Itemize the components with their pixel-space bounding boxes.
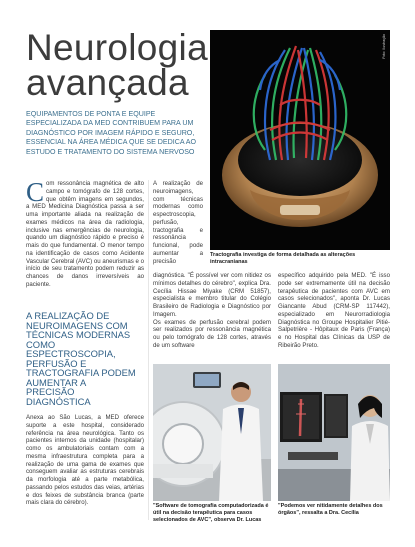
column-1-text (26, 177, 144, 289)
title-line-1: Neurologia (26, 27, 208, 68)
workstation-illustration (278, 364, 390, 501)
ct-scanner-illustration (153, 364, 271, 501)
section-heading: A REALIZAÇÃO DE NEUROIMAGENS COM TÉCNICAS MODERNAS COMO ESPECTROSCOPIA, PERFUSÃO E TRACTOGRAFIA PODEM AUMENTAR A PRECISÃO DIAGNÓSTICA (26, 310, 136, 407)
column-2-text-a: A realização de neuroimagens, com técnicas modernas como espectroscopia, perfusão, tractografia e ressonância funcional, pode aumentar a precisão (153, 180, 203, 265)
photo-workstation (278, 364, 390, 501)
photo-ct-scanner (153, 364, 271, 501)
brain-image-caption: Tractografia investiga de forma detalhada as alterações intracranianas (210, 252, 356, 265)
column-divider (148, 180, 149, 520)
title-line-2: avançada (26, 62, 189, 103)
photo-2-caption: "Podemos ver nitidamente detalhes dos órgãos", ressalta a Dra. Cecília (278, 503, 383, 516)
column-3-text: específico adquirido pela MED. "É isso pode ser extremamente útil na decisão terapêutica de pacientes com AVC em casos selecionados", aponta Dr. Lucas Gianсante Abud (CRM-SP 117442), especializado em Neurorradiologia Diagnóstica no Groupe Hospitalier Pitié-Salpetrière - Hôpitaux de Paris (França) e no Hospital das Clínicas da USP de Ribeirão Preto. (278, 272, 390, 349)
column-2-text-b: diagnóstica. "É possível ver com nitidez os mínimos detalhes do cérebro", explica Dra. Cecília Hissae Miyake (CRM 51857), especialista e membro titular do Colégio Brasileiro de Radiologia e Diagnóstico por Imagem. Os exames de perfusão cerebral podem ser realizados por ressonância magnética ou pelo tomógrafo de 128 cortes, através de um software (153, 272, 271, 349)
lead-paragraph: EQUIPAMENTOS DE PONTA E EQUIPE ESPECIALIZADA DA MED CONTRIBUEM PARA UM DIAGNÓSTICO POR IMAGEM RÁPIDO E SEGURO, ESSENCIAL NA ÁREA MÉDICA QUE SE DEDICA AO ESTUDO E TRATAMENTO DO SISTEMA NERVOSO (26, 110, 197, 156)
image-credit: Foto: Ilustração (382, 34, 386, 59)
page-title (26, 27, 208, 103)
brain-illustration (210, 30, 390, 250)
column-1-body: om ressonância magnética de alto campo e tomógrafo de 128 cortes, que obtêm imagens em segundos, a MED Medicina Diagnóstica passa a ser uma importante aliada na realização de exames médicos na área da radiologia, inclusive nas emergências de neurologia, quando um diagnóstico rápido e preciso é mais do que fundamental. O menor tempo na identificação de casos como Acidente Vascular Cerebral (AVC) ou aneurismas e o início de seu tratamento podem reduzir as chances de danos irreversíveis ao paciente. (26, 180, 144, 288)
drop-cap: C (26, 177, 45, 207)
brain-tractography-image (210, 30, 390, 250)
column-1-text-b: Anexa ao São Lucas, a MED oferece suporte a este hospital, considerado referência na área neurológica. Tanto os pacientes internos da unidade (hospitalar) como os ambulatoriais contam com a mesma infraestrutura completa para a realização de uma gama de exames que conseguem avaliar as estruturas cerebrais da morfologia até a parte metabólica, passando pelos estudos das veias, artérias e dos feixes de substância branca (parte mais clara do cérebro). (26, 414, 144, 507)
photo-1-caption: "Software de tomografia computadorizada é útil na decisão terapêutica para casos selecionados de AVC", observa Dr. Lucas (153, 503, 269, 523)
